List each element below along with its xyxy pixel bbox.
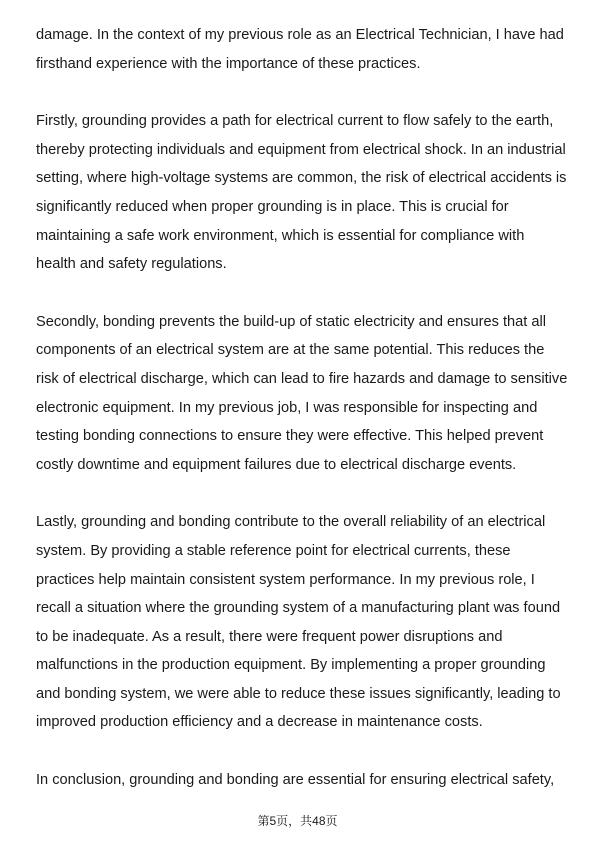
text-line: maintaining a safe work environment, which is essential for compliance with — [36, 227, 525, 244]
text-line: system. By providing a stable reference point for electrical currents, these — [36, 542, 511, 559]
text-line: Secondly, bonding prevents the build-up of static electricity and ensures that all — [36, 313, 546, 330]
document-body — [36, 21, 568, 795]
paragraph-5 — [36, 766, 564, 795]
text-line: components of an electrical system are at the same potential. This reduces the — [36, 342, 545, 359]
text-line: Firstly, grounding provides a path for electrical current to flow safely to the earth, — [36, 113, 554, 130]
text-line: thereby protecting individuals and equipment from electrical shock. In an industrial — [36, 141, 566, 158]
paragraph-gap — [36, 737, 564, 766]
page-number-footer: 第5页，共48页 — [257, 814, 338, 828]
paragraph-3 — [36, 308, 568, 480]
paragraph-2 — [36, 107, 567, 279]
text-line: damage. In the context of my previous role as an Electrical Technician, I have had — [36, 27, 564, 43]
text-line: setting, where high-voltage systems are common, the risk of electrical accidents is — [36, 170, 567, 187]
text-line: testing bonding connections to ensure they were effective. This helped prevent — [36, 428, 544, 445]
text-line: significantly reduced when proper grounding is in place. This is crucial for — [36, 198, 509, 215]
paragraph-4 — [36, 508, 564, 737]
text-line: Lastly, grounding and bonding contribute to the overall reliability of an electrical — [36, 514, 546, 531]
paragraph-gap — [36, 279, 564, 308]
text-line: improved production efficiency and a decrease in maintenance costs. — [36, 714, 483, 731]
paragraph-gap — [36, 479, 564, 508]
text-line: malfunctions in the production equipment. By implementing a proper grounding — [36, 657, 546, 674]
text-line: In conclusion, grounding and bonding are essential for ensuring electrical safety, — [36, 772, 555, 789]
text-line: to be inadequate. As a result, there were frequent power disruptions and — [36, 628, 503, 645]
paragraph-gap — [36, 78, 564, 107]
text-line: and bonding system, we were able to reduce these issues significantly, leading to — [36, 685, 561, 702]
text-line: costly downtime and equipment failures due to electrical discharge events. — [36, 456, 517, 473]
text-line: health and safety regulations. — [36, 256, 227, 273]
text-line: recall a situation where the grounding system of a manufacturing plant was found — [36, 600, 561, 617]
text-line: electronic equipment. In my previous job, I was responsible for inspecting and — [36, 399, 538, 416]
paragraph-1 — [36, 21, 564, 78]
text-line: practices help maintain consistent system performance. In my previous role, I — [36, 571, 535, 588]
text-line: firsthand experience with the importance of these practices. — [36, 55, 421, 72]
text-line: risk of electrical discharge, which can lead to fire hazards and damage to sensitive — [36, 370, 568, 387]
